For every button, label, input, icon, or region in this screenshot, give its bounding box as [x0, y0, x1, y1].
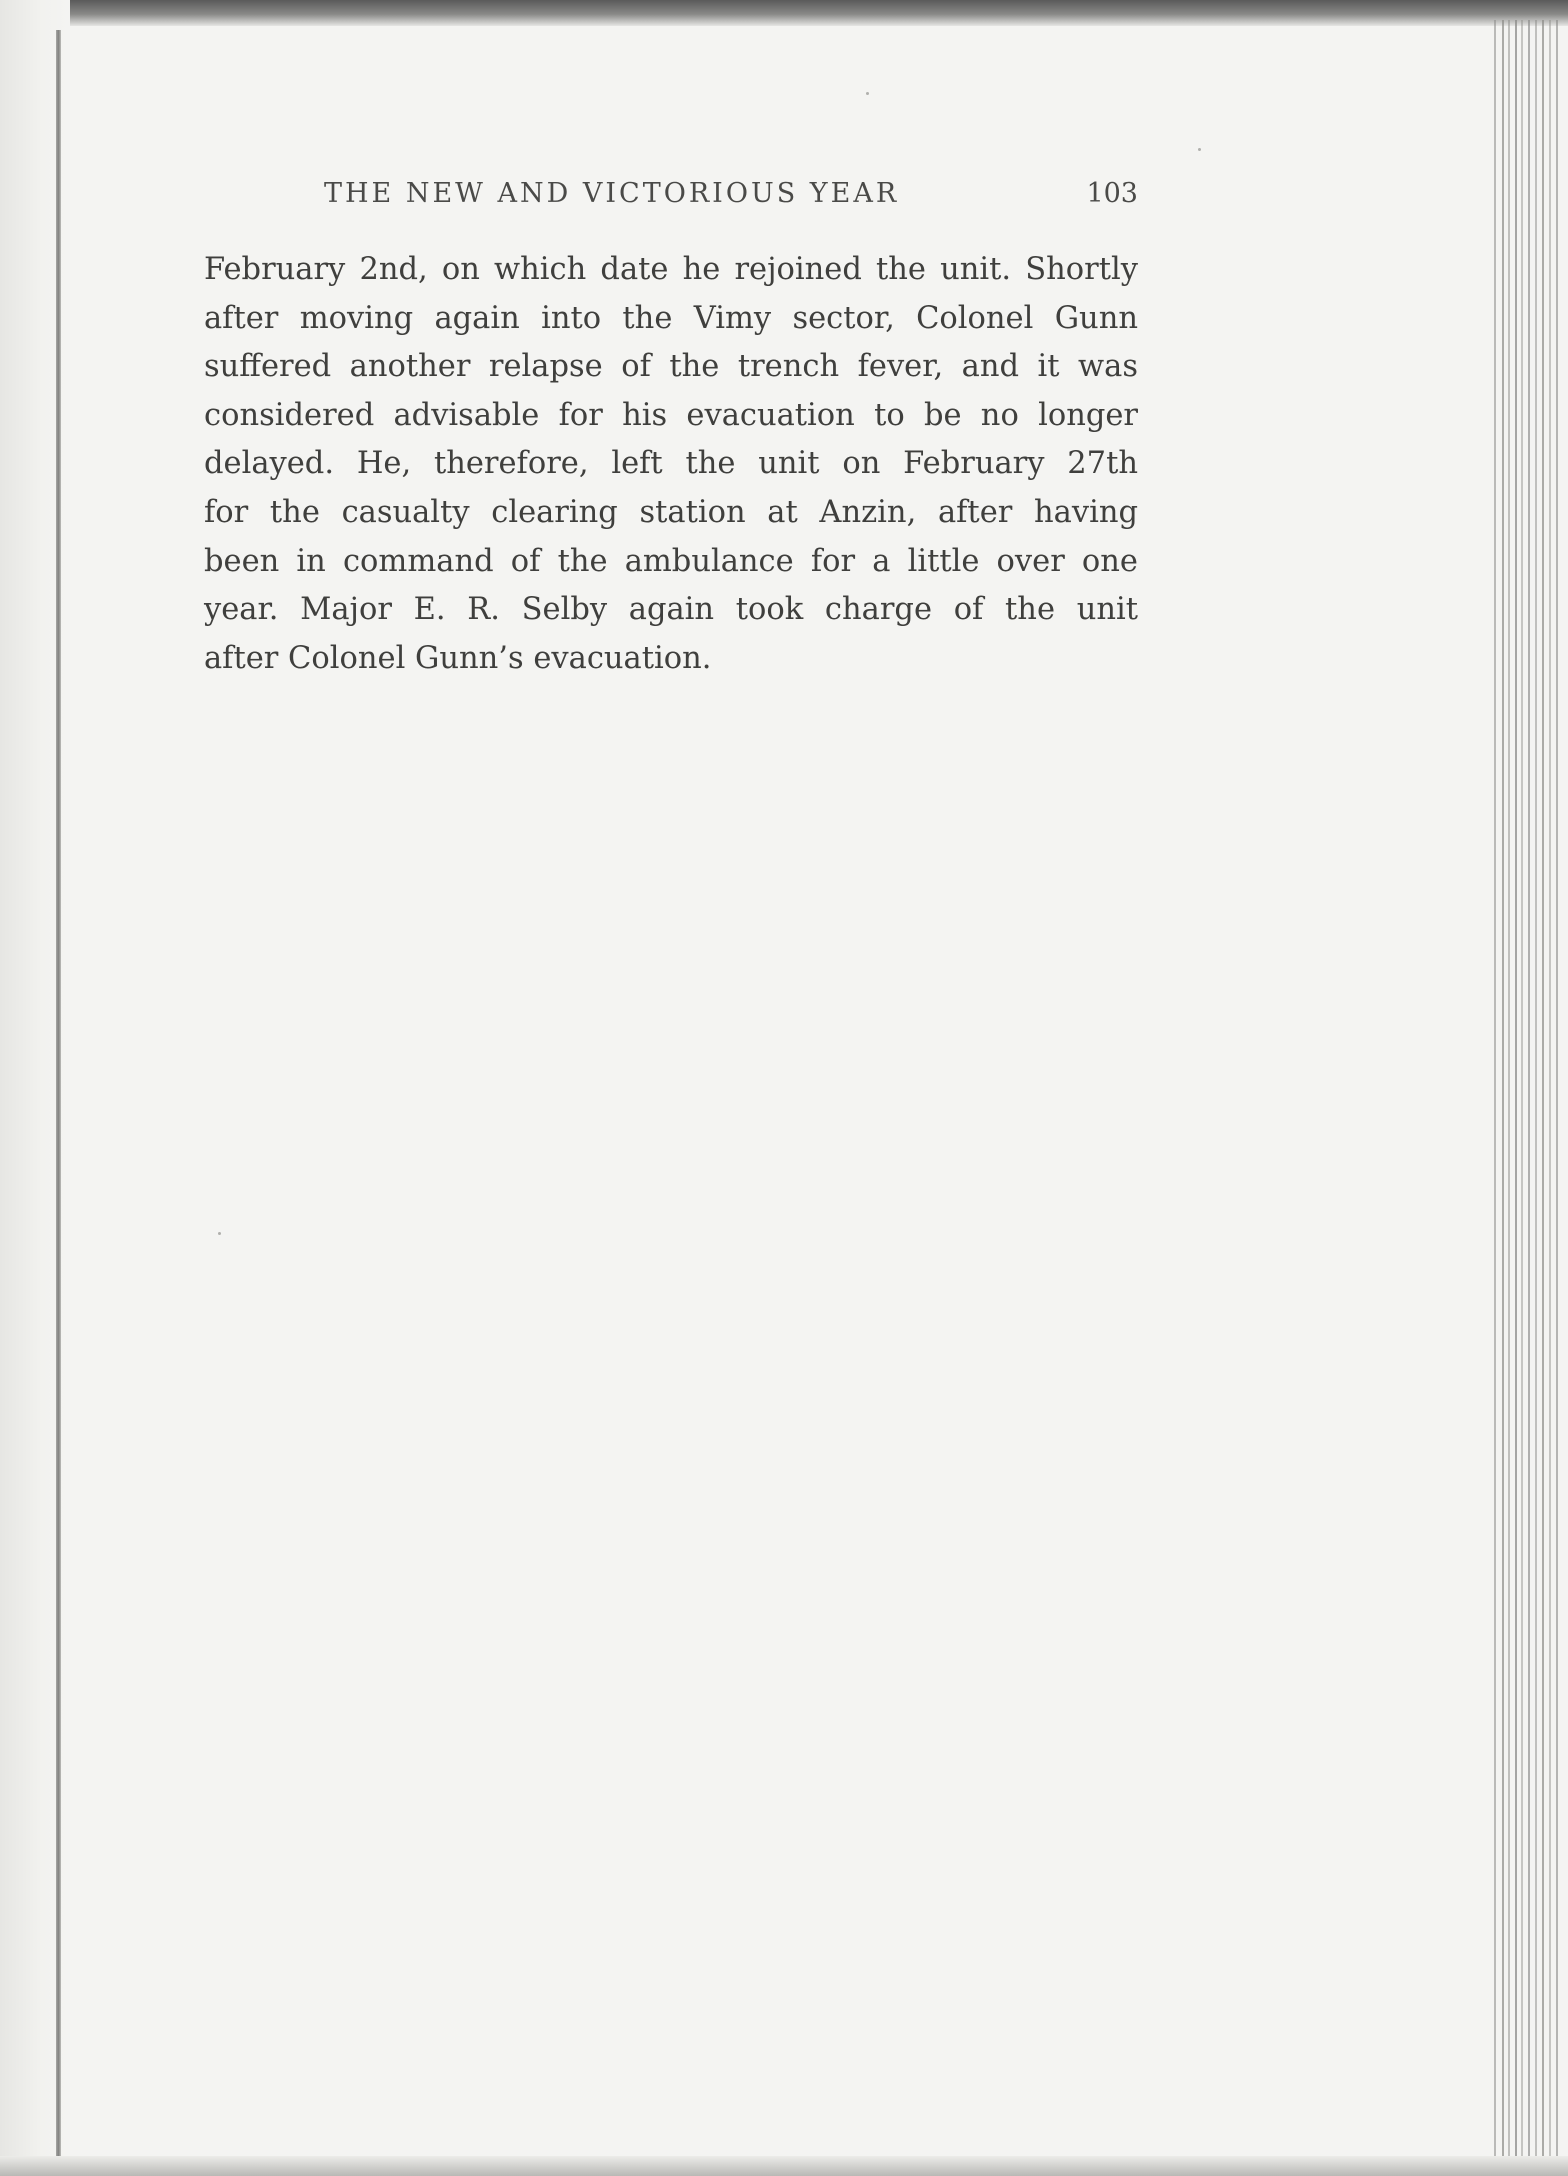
paper-speck	[218, 1232, 221, 1235]
text-line: February 2nd, on which date he rejoined the unit. Shortly	[204, 252, 1138, 287]
page-number: 103	[1086, 178, 1138, 209]
text-line: delayed. He, therefore, left the unit on February 27th	[204, 446, 1138, 482]
running-head-title: THE NEW AND VICTORIOUS YEAR	[324, 178, 900, 209]
text-line: suffered another relapse of the trench fever, and it was	[204, 349, 1138, 385]
body-paragraph	[204, 246, 1138, 683]
paper-speck	[1198, 148, 1201, 151]
text-line: after moving again into the Vimy sector, Colonel Gunn	[204, 300, 1138, 336]
text-line: year. Major E. R. Selby again took charge of the unit	[204, 592, 1138, 628]
text-line: for the casualty clearing station at Anzin, after having	[204, 494, 1138, 530]
text-line: been in command of the ambulance for a little over one	[204, 543, 1138, 579]
text-line: after Colonel Gunn’s evacuation.	[204, 640, 712, 676]
running-head	[200, 178, 1138, 218]
scan-top-shadow	[0, 0, 1568, 26]
paper-speck	[866, 92, 869, 95]
scan-bottom-shadow	[0, 2156, 1568, 2176]
binding-edge	[56, 30, 61, 2160]
text-line: considered advisable for his evacuation to be no longer	[204, 397, 1138, 433]
page-edges	[1488, 20, 1568, 2160]
